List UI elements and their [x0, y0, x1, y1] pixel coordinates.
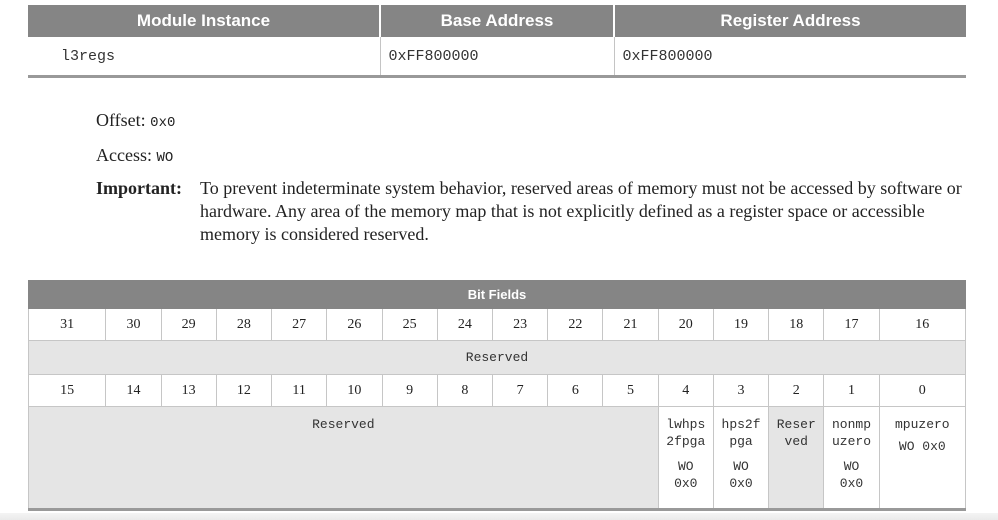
upper-bit-numbers-row — [29, 309, 966, 341]
address-table — [28, 5, 966, 78]
bit-number: 8 — [437, 375, 492, 407]
bit-number: 10 — [327, 375, 382, 407]
bit-number: 4 — [658, 375, 713, 407]
field-name-line: lwhps — [666, 417, 706, 432]
access-line — [96, 145, 173, 166]
offset-line — [96, 110, 175, 131]
bit-number: 14 — [106, 375, 161, 407]
bit-number: 24 — [437, 309, 492, 341]
field-name-line: 2fpga — [666, 434, 706, 449]
important-note — [96, 177, 976, 246]
page-bottom-edge — [0, 513, 998, 520]
field-reserved-bit2 — [769, 407, 824, 510]
offset-label: Offset: — [96, 110, 146, 130]
bit-number: 0 — [879, 375, 965, 407]
field-name-line: mpuzero — [895, 417, 950, 432]
bit-number: 23 — [492, 309, 547, 341]
field-name-line: uzero — [831, 434, 871, 449]
bit-number: 7 — [492, 375, 547, 407]
field-name-line: Reser — [776, 417, 816, 432]
important-label: Important: — [96, 178, 182, 198]
bit-number: 9 — [382, 375, 437, 407]
access-label: Access: — [96, 145, 152, 165]
module-instance-value: l3regs — [28, 37, 380, 77]
header-base-address: Base Address — [380, 5, 614, 37]
bit-number: 3 — [713, 375, 768, 407]
bit-number: 28 — [216, 309, 271, 341]
bit-number: 26 — [327, 309, 382, 341]
access-value: WO — [156, 150, 174, 166]
lower-reserved-field: Reserved — [29, 407, 659, 510]
bit-number: 30 — [106, 309, 161, 341]
bit-number: 31 — [29, 309, 106, 341]
field-name-line: hps2f — [721, 417, 761, 432]
register-address-value: 0xFF800000 — [614, 37, 966, 77]
field-access: WO — [733, 459, 749, 474]
bit-number: 27 — [272, 309, 327, 341]
field-reset: 0x0 — [674, 476, 698, 491]
field-name-line: nonmp — [831, 417, 871, 432]
upper-reserved-row — [29, 341, 966, 375]
field-name-line: ved — [784, 434, 808, 449]
field-nonmpuzero — [824, 407, 879, 510]
bit-number: 17 — [824, 309, 879, 341]
address-table-row — [28, 37, 966, 77]
header-module-instance: Module Instance — [28, 5, 380, 37]
address-table-header — [28, 5, 966, 37]
bit-number: 2 — [769, 375, 824, 407]
bit-number: 6 — [548, 375, 603, 407]
important-text: To prevent indeterminate system behavior, reserved areas of memory must not be accessed by software or hardware. Any area of the memory map that is not explicitly defined as a register space or accessible memory is considered reserved. — [200, 178, 962, 244]
field-reset: 0x0 — [729, 476, 753, 491]
header-register-address: Register Address — [614, 5, 966, 37]
bit-number: 11 — [272, 375, 327, 407]
field-access: WO — [677, 459, 694, 474]
bit-number: 22 — [548, 309, 603, 341]
field-mpuzero — [879, 407, 965, 510]
bit-fields-title: Bit Fields — [29, 281, 966, 309]
field-hps2fpga — [713, 407, 768, 510]
bit-number: 18 — [769, 309, 824, 341]
upper-reserved-field: Reserved — [29, 341, 966, 375]
lower-fields-row — [29, 407, 966, 510]
bit-number: 15 — [29, 375, 106, 407]
lower-bit-numbers-row — [29, 375, 966, 407]
bit-number: 12 — [216, 375, 271, 407]
field-reset: 0x0 — [839, 476, 864, 491]
bit-fields-title-row — [29, 281, 966, 309]
bit-number: 5 — [603, 375, 658, 407]
field-name-line: pga — [729, 434, 753, 449]
bit-number: 19 — [713, 309, 768, 341]
bit-number: 25 — [382, 309, 437, 341]
bit-number: 16 — [879, 309, 965, 341]
bit-number: 1 — [824, 375, 879, 407]
bit-number: 13 — [161, 375, 216, 407]
field-lwhps2fpga — [658, 407, 713, 510]
bit-number: 21 — [603, 309, 658, 341]
field-access: WO — [843, 459, 860, 474]
offset-value: 0x0 — [150, 115, 176, 131]
base-address-value: 0xFF800000 — [380, 37, 614, 77]
bit-fields-table — [28, 280, 966, 511]
bit-number: 20 — [658, 309, 713, 341]
field-access-reset: WO 0x0 — [898, 439, 946, 454]
bit-number: 29 — [161, 309, 216, 341]
